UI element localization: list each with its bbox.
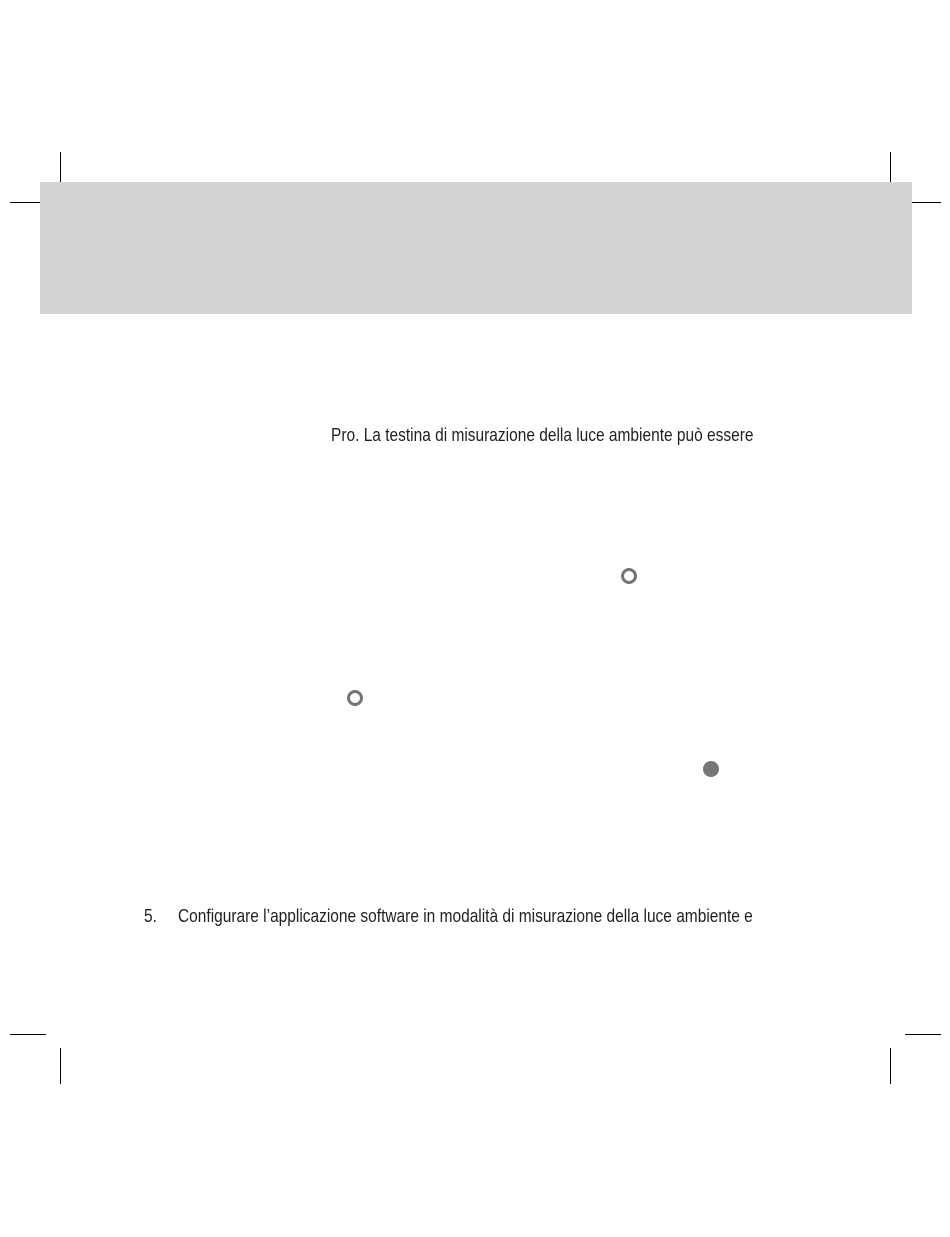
filled-circle-icon: [703, 761, 719, 777]
body-text-line: Pro. La testina di misurazione della luce ambiente può essere: [331, 425, 754, 445]
hollow-circle-icon: [347, 690, 363, 706]
step-text: Configurare l’applicazione software in modalità di misurazione della luce ambiente e: [178, 906, 753, 926]
step-number: 5.: [144, 906, 157, 926]
crop-mark-bottom-left-vertical: [60, 1048, 61, 1084]
crop-mark-bottom-right-vertical: [890, 1048, 891, 1084]
crop-mark-bottom-left-horizontal: [10, 1034, 46, 1035]
hollow-circle-icon: [621, 568, 637, 584]
header-band: [40, 182, 912, 314]
crop-mark-bottom-right-horizontal: [905, 1034, 941, 1035]
